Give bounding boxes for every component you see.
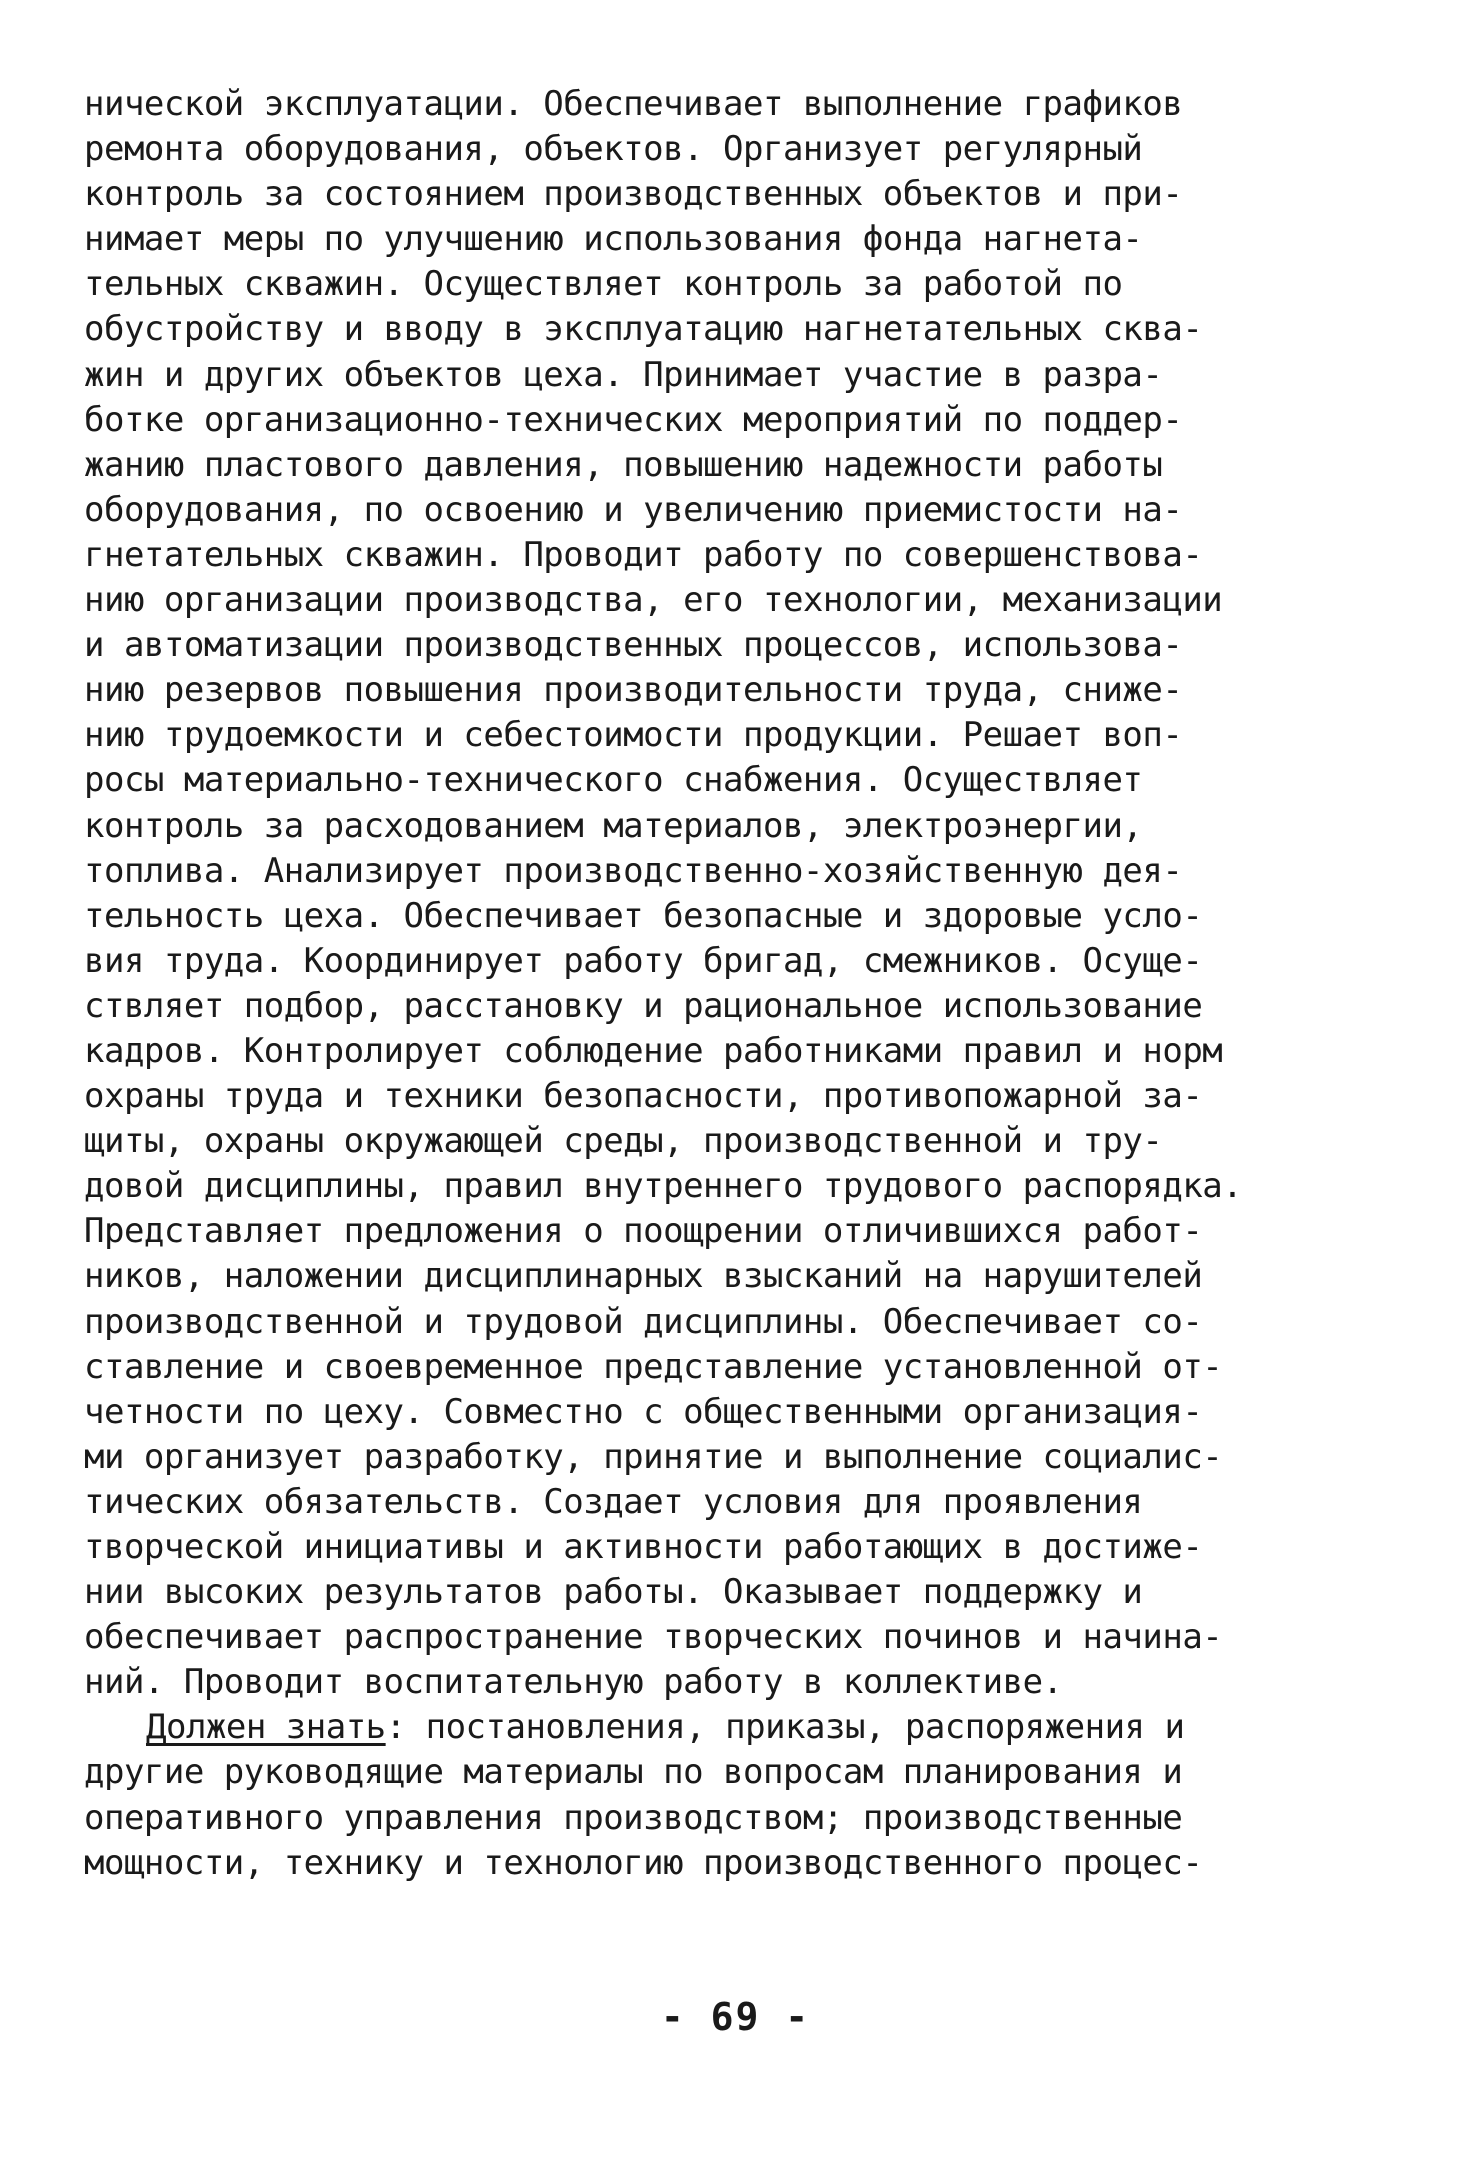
text-line: нию организации производства, его технологии, механизации [84,580,1223,621]
text-line: тельность цеха. Обеспечивает безопасные и здоровые усло- [84,895,1203,936]
text-line: производственной и трудовой дисциплины. Обеспечивает со- [84,1301,1203,1342]
text-line: нию резервов повышения производительности труда, сниже- [84,670,1183,711]
text-line: жанию пластового давления, повышению надежности работы [84,444,1163,485]
text-line: довой дисциплины, правил внутреннего трудового распорядка. [84,1166,1243,1207]
text-block [84,82,1404,1886]
text-line: нии высоких результатов работы. Оказывает поддержку и [84,1572,1143,1613]
text-line: ремонта оборудования, объектов. Организует регулярный [84,129,1143,170]
text-line: другие руководящие материалы по вопросам планирования и [84,1752,1183,1793]
must-know-colon: : [385,1707,406,1748]
text-line: щиты, охраны окружающей среды, производственной и тру- [84,1121,1163,1162]
text-line: ми организует разработку, принятие и выполнение социалис- [84,1436,1223,1477]
text-line: нимает меры по улучшению использования фонда нагнета- [84,219,1143,260]
text-line: топлива. Анализирует производственно-хозяйственную дея- [84,850,1183,891]
text-line: кадров. Контролирует соблюдение работниками правил и норм [84,1030,1223,1071]
text-line: мощности, технику и технологию производственного процес- [84,1842,1203,1883]
text-line: тических обязательств. Создает условия для проявления [84,1481,1143,1522]
text-line: ставление и своевременное представление установленной от- [84,1346,1223,1387]
text-line: и автоматизации производственных процессов, использова- [84,625,1183,666]
text-line: тельных скважин. Осуществляет контроль за работой по [84,264,1123,305]
text-line: ботке организационно-технических мероприятий по поддер- [84,399,1183,440]
text-line: охраны труда и техники безопасности, противопожарной за- [84,1076,1203,1117]
text-line-first [84,1705,1404,1750]
text-line: нию трудоемкости и себестоимости продукции. Решает воп- [84,715,1183,756]
text-line: жин и других объектов цеха. Принимает участие в разра- [84,354,1163,395]
text-line: обустройству и вводу в эксплуатацию нагнетательных сква- [84,309,1203,350]
must-know-line-rest: постановления, приказы, распоряжения и [405,1707,1185,1748]
page-number: - 69 - [660,1995,811,2039]
text-line: оборудования, по освоению и увеличению приемистости на- [84,489,1183,530]
paragraph-duties [84,82,1404,1705]
text-line: оперативного управления производством; производственные [84,1797,1183,1838]
text-line: творческой инициативы и активности работающих в достиже- [84,1527,1203,1567]
paragraph-must-know [84,1705,1404,1885]
text-line: контроль за состоянием производственных объектов и при- [84,174,1183,215]
text-line: росы материально-технического снабжения. Осуществляет [84,760,1143,801]
text-line: нической эксплуатации. Обеспечивает выполнение графиков [84,84,1183,124]
text-line: ников, наложении дисциплинарных взысканий на нарушителей [84,1256,1203,1297]
text-line: обеспечивает распространение творческих починов и начина- [84,1617,1223,1658]
text-line: контроль за расходованием материалов, электроэнергии, [84,805,1143,846]
text-line: Представляет предложения о поощрении отличившихся работ- [84,1211,1203,1252]
text-line: вия труда. Координирует работу бригад, смежников. Осуще- [84,940,1203,981]
text-line: ний. Проводит воспитательную работу в коллективе. [84,1662,1063,1703]
text-line: гнетательных скважин. Проводит работу по совершенствова- [84,534,1203,575]
text-line: четности по цеху. Совместно с общественными организация- [84,1391,1203,1432]
must-know-heading: Должен знать [146,1707,386,1748]
text-line: ствляет подбор, расстановку и рациональное использование [84,985,1203,1026]
